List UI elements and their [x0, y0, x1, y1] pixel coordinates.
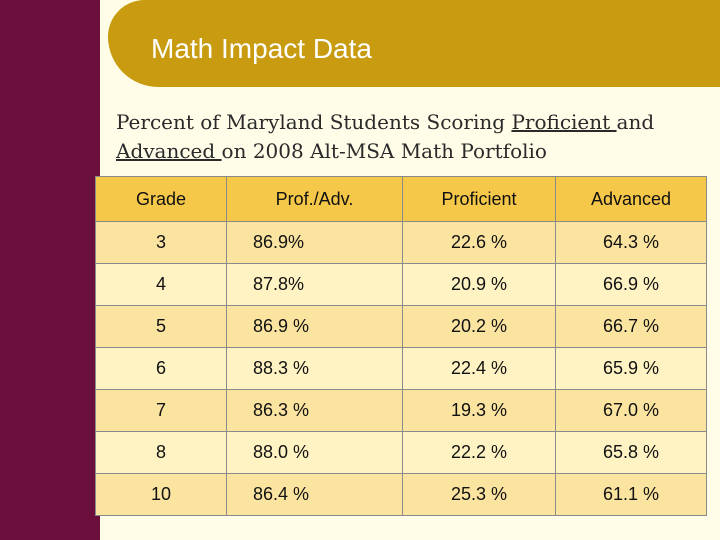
header-proficient: Proficient [403, 177, 556, 222]
cell-proficient: 20.9 % [403, 264, 556, 306]
cell-prof-adv: 88.3 % [227, 348, 403, 390]
table-row [96, 474, 707, 516]
cell-advanced: 64.3 % [556, 222, 707, 264]
heading-text-1: Percent of Maryland Students Scoring [116, 110, 512, 134]
table-row [96, 264, 707, 306]
header-advanced: Advanced [556, 177, 707, 222]
cell-proficient: 22.4 % [403, 348, 556, 390]
cell-prof-adv: 88.0 % [227, 432, 403, 474]
left-decorative-band [0, 0, 100, 540]
cell-advanced: 65.8 % [556, 432, 707, 474]
table-row [96, 348, 707, 390]
slide-title: Math Impact Data [151, 33, 372, 64]
cell-grade: 10 [96, 474, 227, 516]
cell-advanced: 61.1 % [556, 474, 707, 516]
heading-text-2: and [616, 110, 655, 134]
cell-prof-adv: 86.9 % [227, 306, 403, 348]
header-prof-adv: Prof./Adv. [227, 177, 403, 222]
table-row [96, 432, 707, 474]
table-row [96, 390, 707, 432]
heading-underlined-proficient: Proficient [511, 110, 617, 134]
header-grade: Grade [96, 177, 227, 222]
cell-grade: 4 [96, 264, 227, 306]
cell-prof-adv: 86.9% [227, 222, 403, 264]
cell-advanced: 67.0 % [556, 390, 707, 432]
cell-proficient: 25.3 % [403, 474, 556, 516]
cell-grade: 8 [96, 432, 227, 474]
cell-grade: 6 [96, 348, 227, 390]
cell-prof-adv: 86.4 % [227, 474, 403, 516]
cell-grade: 7 [96, 390, 227, 432]
table-row [96, 306, 707, 348]
table-row [96, 222, 707, 264]
cell-prof-adv: 87.8% [227, 264, 403, 306]
cell-proficient: 20.2 % [403, 306, 556, 348]
cell-grade: 5 [96, 306, 227, 348]
cell-advanced: 66.7 % [556, 306, 707, 348]
cell-proficient: 22.6 % [403, 222, 556, 264]
table-heading [116, 108, 706, 166]
heading-text-3: on 2008 Alt-MSA Math Portfolio [221, 139, 547, 163]
cell-advanced: 65.9 % [556, 348, 707, 390]
math-impact-table [95, 176, 707, 516]
cell-grade: 3 [96, 222, 227, 264]
cell-proficient: 19.3 % [403, 390, 556, 432]
cell-prof-adv: 86.3 % [227, 390, 403, 432]
cell-advanced: 66.9 % [556, 264, 707, 306]
heading-underlined-advanced: Advanced [116, 139, 222, 163]
cell-proficient: 22.2 % [403, 432, 556, 474]
table-header-row [96, 177, 707, 222]
